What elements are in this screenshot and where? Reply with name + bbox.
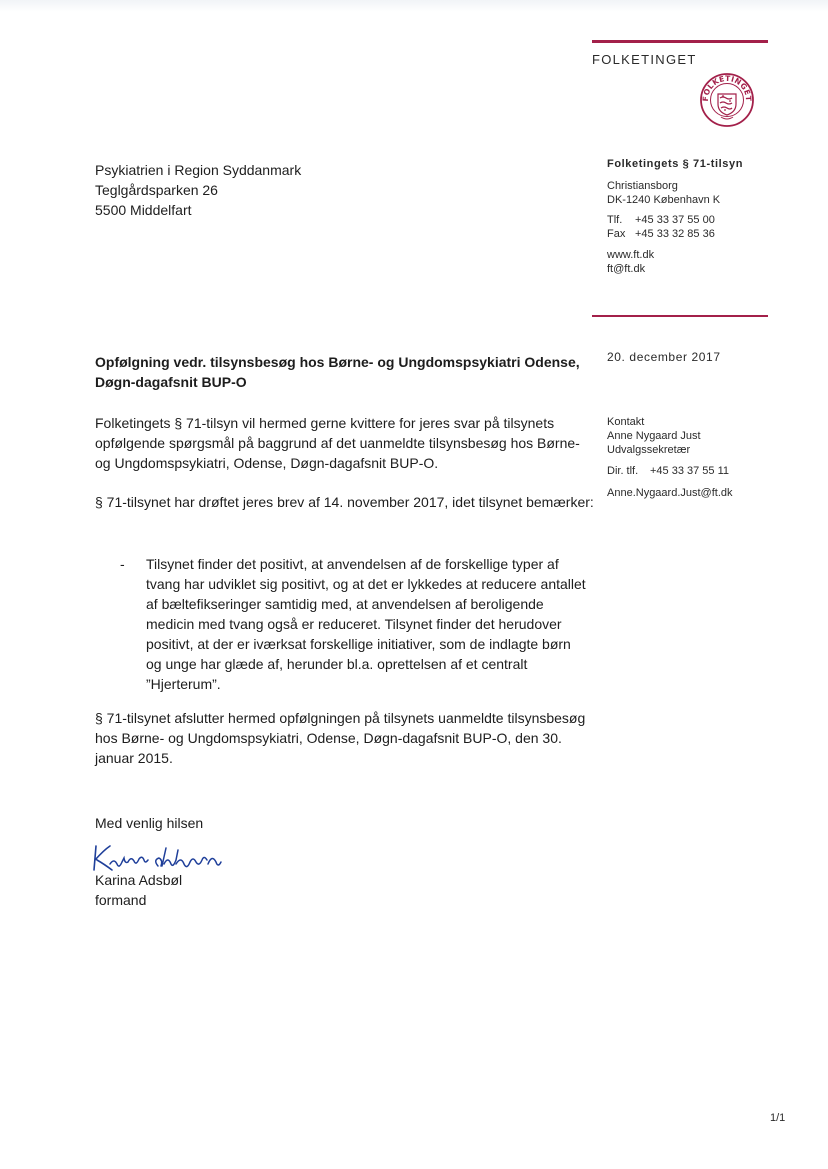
address-line: Christiansborg [607, 180, 678, 192]
fax-row [607, 227, 715, 241]
contact-email-link[interactable]: Anne.Nygaard.Just@ft.dk [607, 487, 733, 499]
brand-name: FOLKETINGET [592, 52, 697, 67]
signer-block [95, 870, 182, 910]
direct-phone-label: Dir. tlf. [607, 465, 639, 477]
sender-phones [607, 213, 715, 241]
recipient-line: Psykiatrien i Region Syddanmark [95, 162, 302, 178]
recipient-line: 5500 Middelfart [95, 202, 192, 218]
sender-title: Folketingets § 71-tilsyn [607, 158, 744, 170]
page-number: 1/1 [770, 1112, 786, 1124]
fax-number: +45 33 32 85 36 [635, 228, 715, 240]
paragraph: Folketingets § 71-tilsyn vil hermed gerne kvittere for jeres svar på tilsynets opfølgende spørgsmål på baggrund af det uanmeldte tilsynsbesøg hos Børne- og Ungdomspsykiatri, Odense, Døgn-dagafsnit BUP-O. [95, 415, 580, 471]
recipient-address [95, 160, 301, 220]
paragraph: § 71-tilsynet har drøftet jeres brev af 14. november 2017, idet tilsynet bemærker: [95, 494, 594, 510]
direct-phone-number: +45 33 37 55 11 [650, 465, 730, 477]
contact-name: Anne Nygaard Just [607, 430, 701, 442]
handwritten-signature [92, 840, 232, 874]
contact-block [607, 415, 701, 457]
contact-label: Kontakt [607, 416, 645, 428]
contact-title: Udvalgssekretær [607, 444, 691, 456]
scan-shading [0, 0, 828, 12]
bullet-item: Tilsynet finder det positivt, at anvendelsen af de forskellige typer af tvang har udviklet sig positivt, og at det er lykkedes at reducere antallet af bæltefikseringer samtidig med, at anvendelsen af beroligende medicin med tvang også er reduceret. Tilsynet finder det herudover positivt, at der er iværksat forskellige initiativer, som de indlagte børn og unge har glæde af, herunder bl.a. oprettelsen af et centralt ”Hjerterum”. [146, 556, 586, 692]
signer-title: formand [95, 892, 147, 908]
contact-direct-phone [607, 464, 729, 478]
website-link[interactable]: www.ft.dk [607, 249, 655, 261]
recipient-line: Teglgårdsparken 26 [95, 182, 218, 198]
paragraph: § 71-tilsynet afslutter hermed opfølgningen på tilsynets uanmeldte tilsynsbesøg hos Børne- og Ungdomspsykiatri, Odense, Døgn-dagafsnit BUP-O, den 30. januar 2015. [95, 710, 586, 766]
sender-address [607, 179, 720, 207]
brand-rule-top [592, 40, 768, 43]
sender-web [607, 248, 654, 276]
closing-salutation: Med venlig hilsen [95, 815, 204, 831]
phone-row [607, 213, 715, 227]
svg-text:FOLKETINGET: FOLKETINGET [700, 73, 754, 102]
letter-subject: Opfølgning vedr. tilsynsbesøg hos Børne- og Ungdomspsykiatri Odense, Døgn-dagafsnit BUP-O [95, 354, 580, 390]
folketinget-seal-icon [699, 72, 755, 128]
phone-label: Tlf. [607, 214, 623, 226]
email-link[interactable]: ft@ft.dk [607, 263, 646, 275]
address-line: DK-1240 København K [607, 194, 721, 206]
brand-rule-mid [592, 315, 768, 317]
letter-date: 20. december 2017 [607, 350, 721, 364]
signer-name: Karina Adsbøl [95, 872, 183, 888]
bullet-marker: - [120, 556, 125, 572]
fax-label: Fax [607, 228, 626, 240]
direct-phone-row [607, 464, 729, 478]
phone-number: +45 33 37 55 00 [635, 214, 715, 226]
